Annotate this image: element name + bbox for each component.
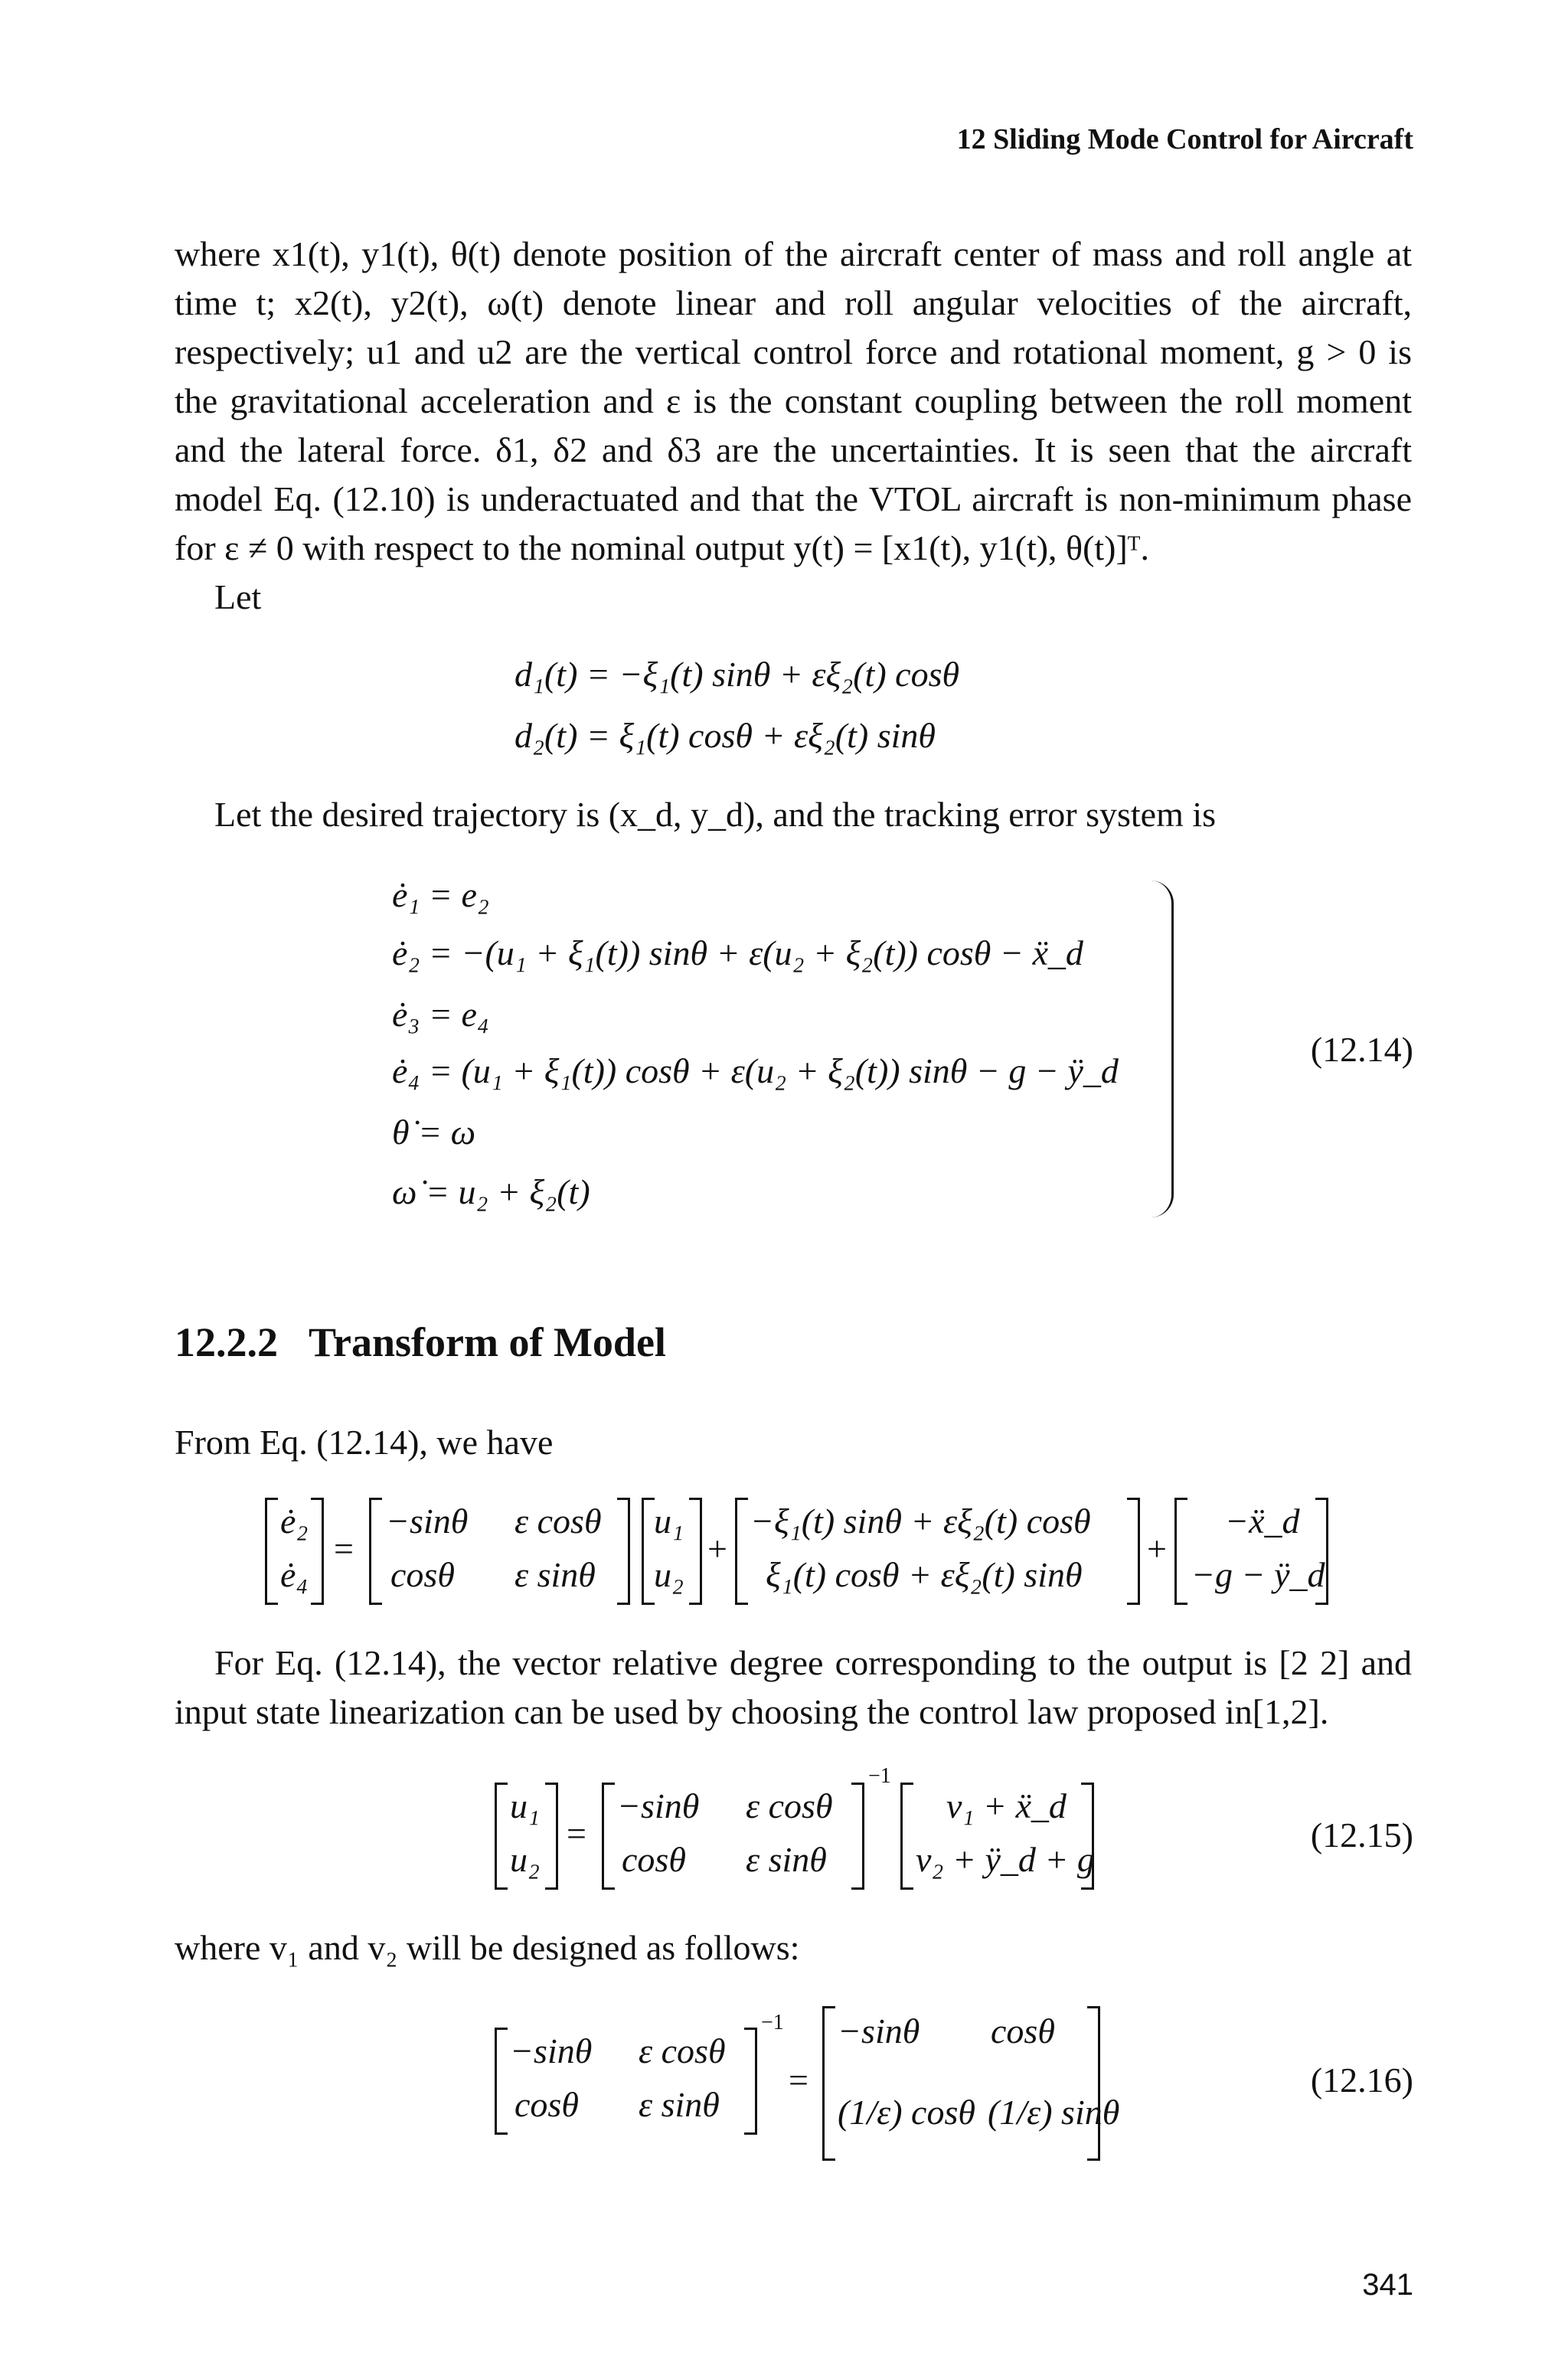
system-row-5: θ̇ = ω	[392, 1113, 476, 1152]
paragraph-1-text: where x1(t), y1(t), θ(t) denote position of the aircraft center of mass and roll angle at time t; x2(t), y2(t), ω(t) denote linear and roll angular velocities of the aircraft, respectively; u1 and u2 are the vertical control force and rotational moment, g > 0 is the gravitational acceleration and ε is the constant coupling between the roll moment and the lateral force. δ1, δ2 and δ3 are the uncertainties. It is seen that the aircraft model Eq. (12.10) is underactuated and that the VTOL aircraft is non-minimum phase for ε ≠ 0 with respect to the nominal output y(t) = [x1(t), y1(t), θ(t)]ᵀ.	[175, 234, 1412, 567]
trajectory-text: Let the desired trajectory is (x_d, y_d), and the tracking error system is	[214, 795, 1217, 834]
d-1: −ξ₁(t) sinθ + εξ₂(t) cosθ	[750, 1502, 1091, 1541]
eq2-lhs-1: u₁	[510, 1786, 540, 1825]
eq2-A-21: cosθ	[622, 1840, 686, 1879]
A-12: ε cosθ	[514, 1502, 602, 1541]
equation-number-12-15: (12.15)	[1310, 1815, 1413, 1855]
equation-d2: d₂(t) = ξ₁(t) cosθ + εξ₂(t) sinθ	[514, 716, 936, 755]
paragraph-2	[175, 1639, 1412, 1737]
eq3-A-22: ε sinθ	[639, 2085, 720, 2124]
lhs-1: ė₂	[280, 1502, 309, 1541]
u-1: u₁	[654, 1502, 684, 1541]
section-title: Transform of Model	[309, 1319, 666, 1365]
paragraph-1	[175, 230, 1412, 622]
system-row-1: ė₁ = e₂	[392, 875, 489, 914]
running-header: 12 Sliding Mode Control for Aircraft	[956, 123, 1413, 155]
eq3-B-21: (1/ε) cosθ	[838, 2093, 975, 2132]
lhs-2: ė₄	[280, 1555, 309, 1594]
eq3-inverse: −1	[761, 2011, 784, 2034]
system-row-4: ė₄ = (u₁ + ξ₁(t)) cosθ + ε(u₂ + ξ₂(t)) sinθ − g − ÿ_d	[392, 1051, 1119, 1090]
eq3-B-12: cosθ	[991, 2011, 1055, 2051]
eq2-A-11: −sinθ	[617, 1786, 700, 1825]
from-eq-text: From Eq. (12.14), we have	[175, 1423, 554, 1462]
u-2: u₂	[654, 1555, 684, 1594]
where-v-paragraph	[175, 1923, 1412, 1972]
eq3-A-12: ε cosθ	[639, 2031, 726, 2070]
system-row-3: ė₃ = e₄	[392, 995, 489, 1034]
page: 12 Sliding Mode Control for Aircraft where x1(t), y1(t), θ(t) denote position of the aircraft center of mass and roll angle at time t; x2(t), y2(t), ω(t) denote linear and roll angular velocities of the aircraft, respectively; u1 and u2 are the vertical control force and rotational moment, g > 0 is the gravitational acceleration and ε is the constant coupling between the roll moment and the lateral force. δ1, δ2 and δ3 are the uncertainties. It is seen that the aircraft model Eq. (12.10) is underactuated and that the VTOL aircraft is non-minimum phase for ε ≠ 0 with respect to the nominal output y(t) = [x1(t), y1(t), θ(t)]ᵀ. Let d₁(t) = −ξ₁(t) sinθ + εξ₂(t) cosθ d₂(t) = ξ₁(t) cosθ + εξ₂(t) sinθ Let the desired trajectory is (x_d, y_d), and the tracking error system is ė₁ = e₂ ė₂ = −(u₁ + ξ₁(t)) sinθ + ε(u₂ + ξ₂(t)) cosθ − ẍ_d ė₃ = e₄ ė₄ = (u₁ + ξ₁(t)) cosθ + ε(u₂ + ξ₂(t)) sinθ − g − ÿ_d θ̇ = ω ω̇ = u₂ + ξ₂(t) (12.14) 12.2.2 Transform of Model From Eq. (12.14), we have ė₂ ė₄ = −sinθ ε cosθ cosθ ε sinθ u₁ u₂ + −ξ₁(t) sinθ + εξ₂(t) cosθ ξ₁(t) cosθ + εξ₂(t) sinθ + −ẍ_d −g − ÿ_d For Eq. (12.14), the vector relative degree corresponding to the output is [2 2] and input state linearization can be used by choosing the control law proposed in[1,2]. u₁ u₂ = −sinθ ε cosθ cosθ ε sinθ −1 v₁ + ẍ_d v₂ + ÿ_d + g (12.15) where v₁ and v₂ will be designed as follows: −sinθ ε cosθ cosθ ε sinθ −1 = −sinθ cosθ (1/ε) cosθ (1/ε) sinθ (12.16) 341	[175, 123, 1413, 2302]
eq3-B-11: −sinθ	[838, 2011, 920, 2051]
r-2: −g − ÿ_d	[1191, 1555, 1325, 1594]
section-number: 12.2.2	[175, 1319, 278, 1365]
A-22: ε sinθ	[514, 1555, 596, 1594]
system-row-2: ė₂ = −(u₁ + ξ₁(t)) sinθ + ε(u₂ + ξ₂(t)) cosθ − ẍ_d	[392, 933, 1083, 972]
paragraph-2-text: For Eq. (12.14), the vector relative degree corresponding to the output is [2 2] and input state linearization can be used by choosing the control law proposed in[1,2].	[175, 1643, 1412, 1731]
eq2-v-1: v₁ + ẍ_d	[946, 1786, 1067, 1825]
trajectory-paragraph	[175, 790, 1412, 839]
system-row-6: ω̇ = u₂ + ξ₂(t)	[392, 1172, 590, 1211]
eq3-A-21: cosθ	[514, 2085, 579, 2124]
right-brace	[1148, 881, 1174, 1217]
from-eq-paragraph	[175, 1418, 1412, 1467]
A-21: cosθ	[390, 1555, 455, 1594]
equation-number-12-16: (12.16)	[1310, 2060, 1413, 2100]
eq3-A-11: −sinθ	[510, 2031, 593, 2070]
eq3-B-22: (1/ε) sinθ	[988, 2093, 1120, 2132]
eq2-A-12: ε cosθ	[746, 1786, 833, 1825]
equation-number-12-14: (12.14)	[1310, 1030, 1413, 1069]
where-v-text: where v₁ and v₂ will be designed as follows:	[175, 1928, 800, 1967]
eq2-lhs-2: u₂	[510, 1840, 540, 1879]
section-heading	[175, 1319, 666, 1366]
let-text: Let	[214, 577, 262, 616]
d-2: ξ₁(t) cosθ + εξ₂(t) sinθ	[766, 1555, 1083, 1594]
page-number: 341	[1362, 2268, 1413, 2302]
eq2-A-22: ε sinθ	[746, 1840, 827, 1879]
eq2-inverse: −1	[868, 1764, 891, 1788]
A-11: −sinθ	[386, 1502, 469, 1541]
eq2-v-2: v₂ + ÿ_d + g	[916, 1840, 1095, 1879]
equation-d1: d₁(t) = −ξ₁(t) sinθ + εξ₂(t) cosθ	[514, 655, 960, 694]
r-1: −ẍ_d	[1225, 1502, 1300, 1541]
